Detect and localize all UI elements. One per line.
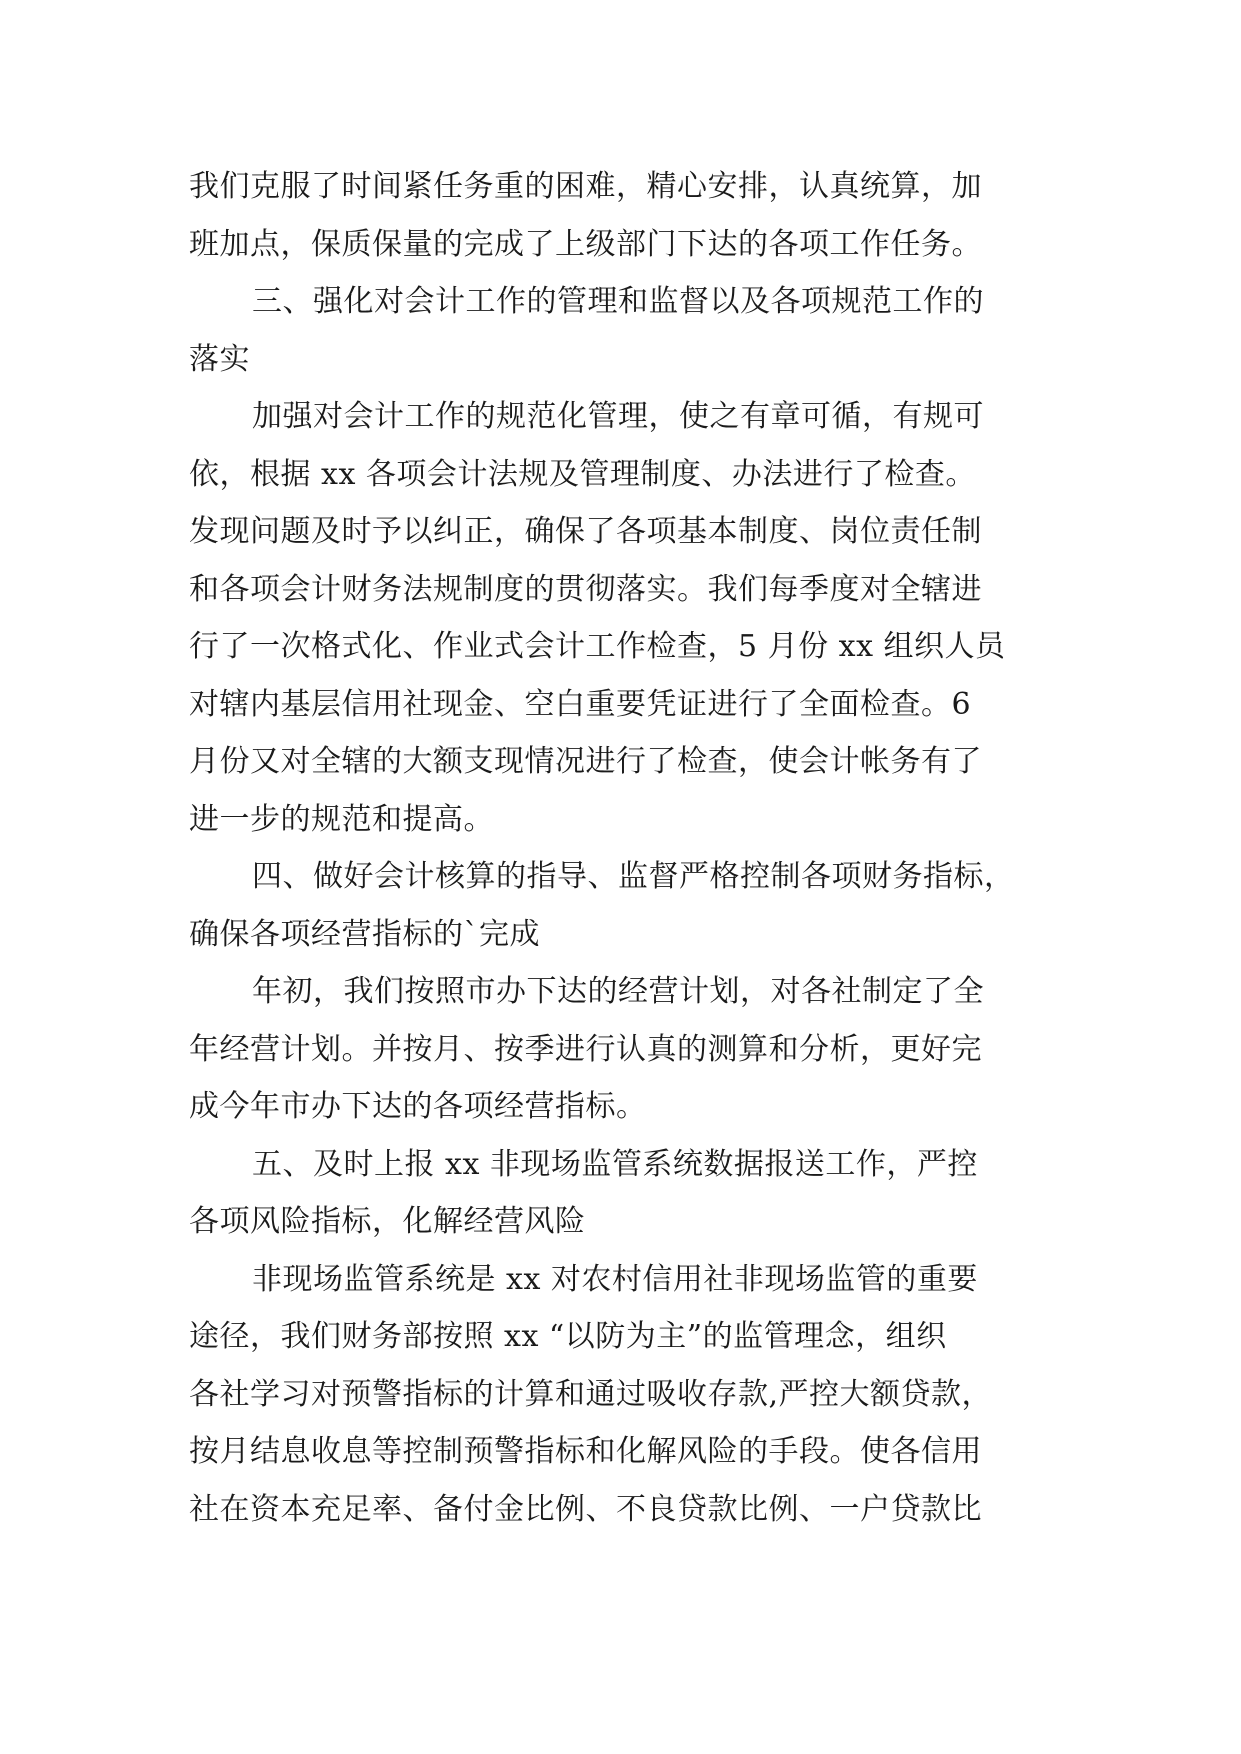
text-line: 进一步的规范和提高。 bbox=[189, 801, 494, 837]
section-heading-5-cont: 各项风险指标，化解经营风险 bbox=[189, 1204, 586, 1239]
text-line: 和各项会计财务法规制度的贯彻落实。我们每季度对全辖进 bbox=[189, 571, 982, 607]
text-line: 发现问题及时予以纠正，确保了各项基本制度、岗位责任制 bbox=[189, 514, 982, 549]
section-heading-5: 五、及时上报 xx 非现场监管系统数据报送工作，严控 bbox=[252, 1146, 978, 1182]
section-heading-3: 三、强化对会计工作的管理和监督以及各项规范工作的 bbox=[252, 284, 984, 319]
text-line: 加强对会计工作的规范化管理，使之有章可循，有规可 bbox=[252, 399, 984, 434]
text-line: 月份又对全辖的大额支现情况进行了检查，使会计帐务有了 bbox=[189, 744, 982, 779]
text-line: 非现场监管系统是 xx 对农村信用社非现场监管的重要 bbox=[252, 1261, 978, 1297]
text-line: 年经营计划。并按月、按季进行认真的测算和分析，更好完 bbox=[189, 1031, 982, 1067]
text-line: 按月结息收息等控制预警指标和化解风险的手段。使各信用 bbox=[189, 1434, 982, 1469]
text-line: 班加点，保质保量的完成了上级部门下达的各项工作任务。 bbox=[189, 226, 982, 262]
section-heading-3-cont: 落实 bbox=[189, 341, 250, 377]
text-line: 我们克服了时间紧任务重的困难，精心安排，认真统算，加 bbox=[189, 169, 982, 204]
text-line: 行了一次格式化、作业式会计工作检查，5 月份 xx 组织人员 bbox=[189, 629, 1006, 664]
text-line: 成今年市办下达的各项经营指标。 bbox=[189, 1089, 647, 1124]
text-line: 途径，我们财务部按照 xx “以防为主”的监管理念，组织 bbox=[189, 1319, 947, 1354]
document-body bbox=[189, 158, 1069, 1538]
text-line: 社在资本充足率、备付金比例、不良贷款比例、一户贷款比 bbox=[189, 1491, 982, 1527]
section-heading-4-cont: 确保各项经营指标的`完成 bbox=[189, 916, 540, 952]
text-line: 依，根据 xx 各项会计法规及管理制度、办法进行了检查。 bbox=[189, 456, 976, 492]
text-line: 年初，我们按照市办下达的经营计划，对各社制定了全 bbox=[252, 974, 984, 1009]
text-line: 对辖内基层信用社现金、空白重要凭证进行了全面检查。6 bbox=[189, 686, 972, 722]
text-line: 各社学习对预警指标的计算和通过吸收存款,严控大额贷款， bbox=[189, 1376, 993, 1412]
section-heading-4: 四、做好会计核算的指导、监督严格控制各项财务指标， bbox=[252, 859, 1015, 894]
